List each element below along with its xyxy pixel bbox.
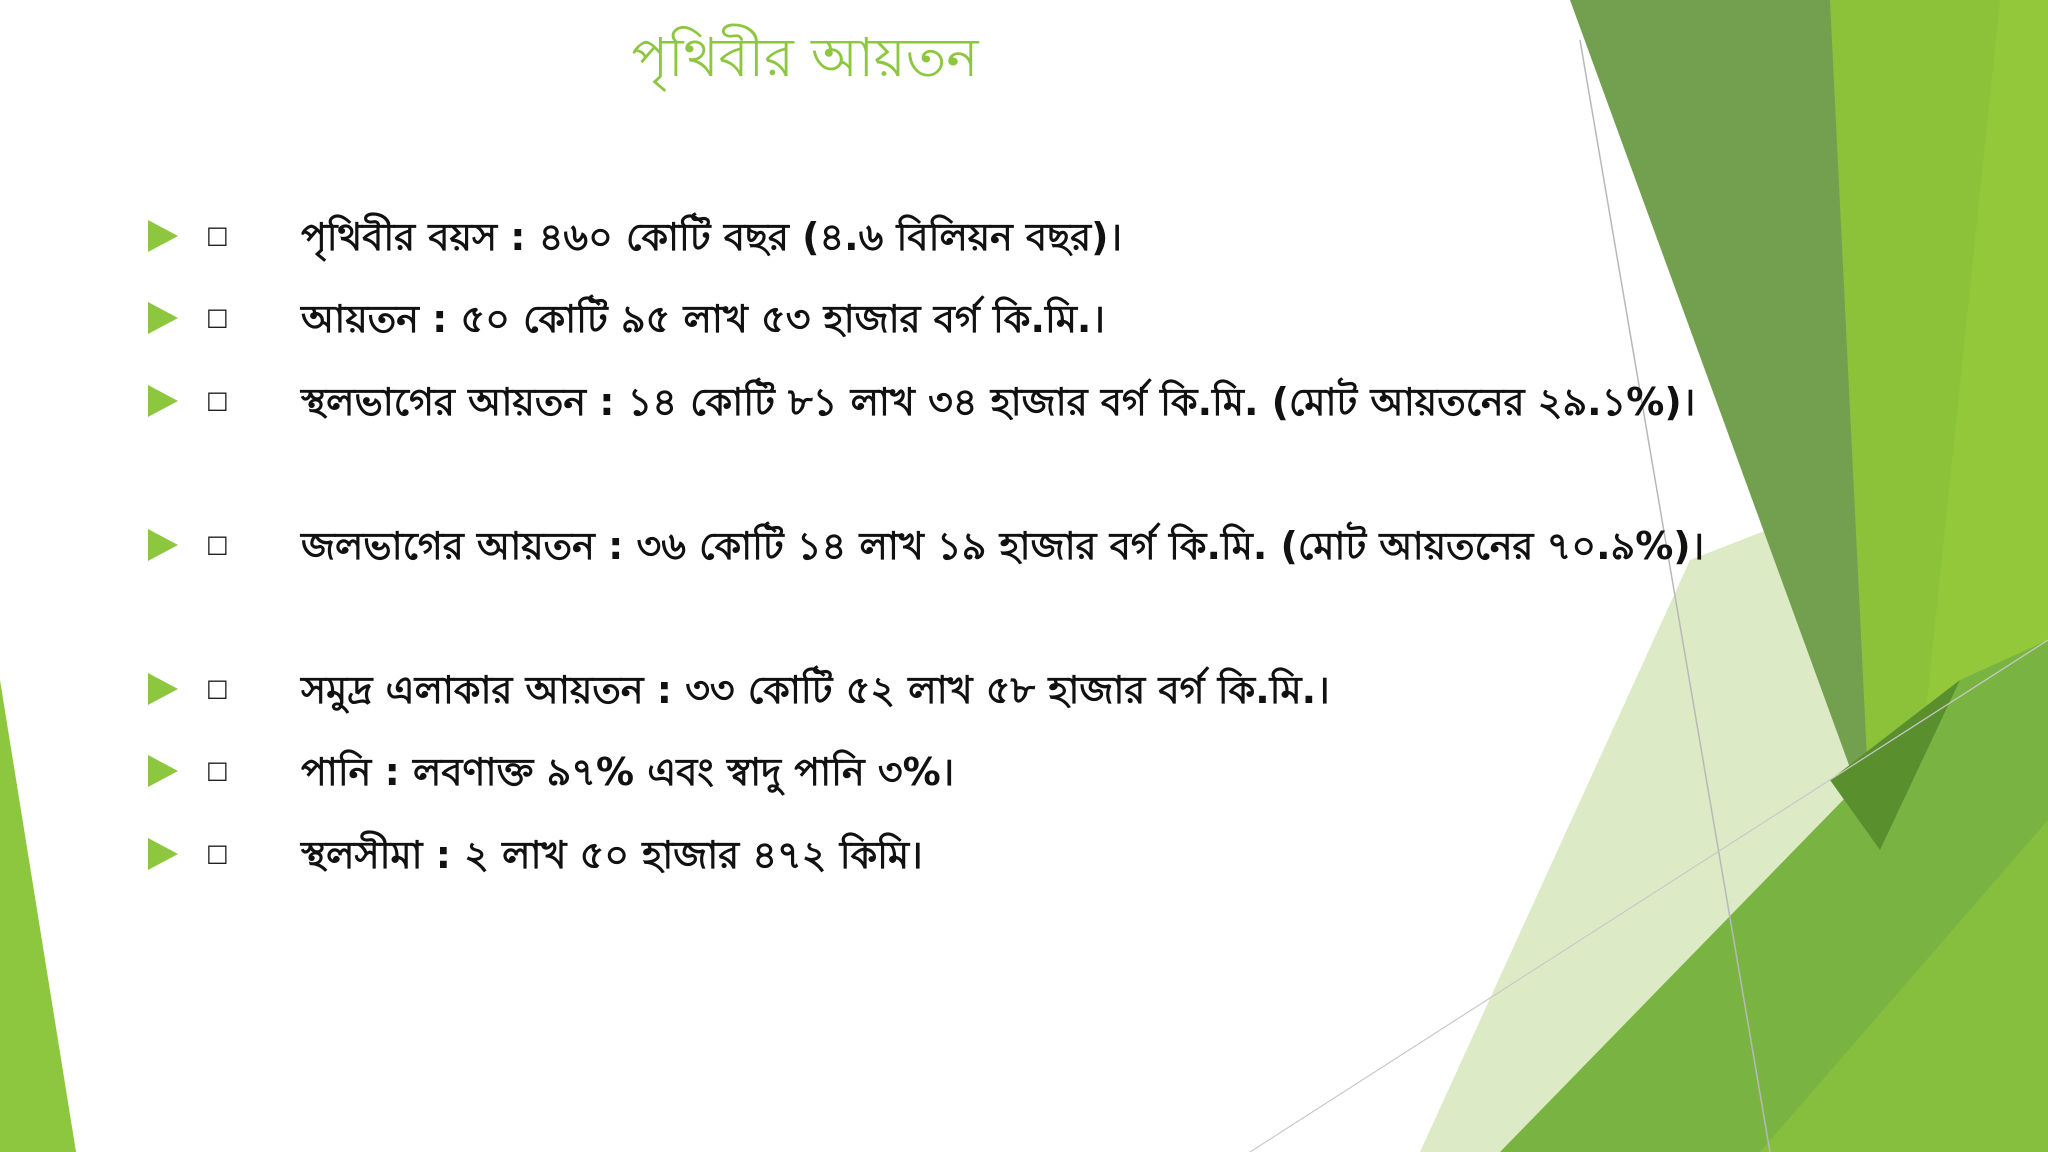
list-item-text: পৃথিবীর বয়স : ৪৬০ কোটি বছর (৪.৬ বিলিয়ন বছর)।: [301, 215, 1123, 259]
square-outline-icon: □: [206, 221, 229, 249]
triangle-right-icon: [148, 755, 178, 787]
slide-title: পৃথিবীর আয়তন: [631, 26, 979, 89]
left-green-sliver: [0, 680, 76, 1152]
square-outline-icon: □: [206, 530, 229, 558]
list-item-text: স্থলভাগের আয়তন : ১৪ কোটি ৮১ লাখ ৩৪ হাজার বর্গ কি.মি. (মোট আয়তনের ২৯.১%)।: [301, 380, 1696, 424]
list-item-text: জলভাগের আয়তন : ৩৬ কোটি ১৪ লাখ ১৯ হাজার বর্গ কি.মি. (মোট আয়তনের ৭০.৯%)।: [301, 524, 1705, 568]
list-item-text: আয়তন : ৫০ কোটি ৯৫ লাখ ৫৩ হাজার বর্গ কি.মি.।: [301, 297, 1105, 341]
list-item-text: সমুদ্র এলাকার আয়তন : ৩৩ কোটি ৫২ লাখ ৫৮ হাজার বর্গ কি.মি.।: [301, 668, 1330, 712]
square-outline-icon: □: [206, 386, 229, 414]
triangle-right-icon: [148, 673, 178, 705]
square-outline-icon: □: [206, 303, 229, 331]
square-outline-icon: □: [206, 839, 229, 867]
square-outline-icon: □: [206, 756, 229, 784]
triangle-right-icon: [148, 529, 178, 561]
list-item-text: স্থলসীমা : ২ লাখ ৫০ হাজার ৪৭২ কিমি।: [301, 833, 923, 877]
triangle-right-icon: [148, 220, 178, 252]
list-item-text: পানি : লবণাক্ত ৯৭% এবং স্বাদু পানি ৩%।: [301, 750, 955, 794]
triangle-right-icon: [148, 302, 178, 334]
square-outline-icon: □: [206, 674, 229, 702]
triangle-right-icon: [148, 838, 178, 870]
triangle-right-icon: [148, 385, 178, 417]
